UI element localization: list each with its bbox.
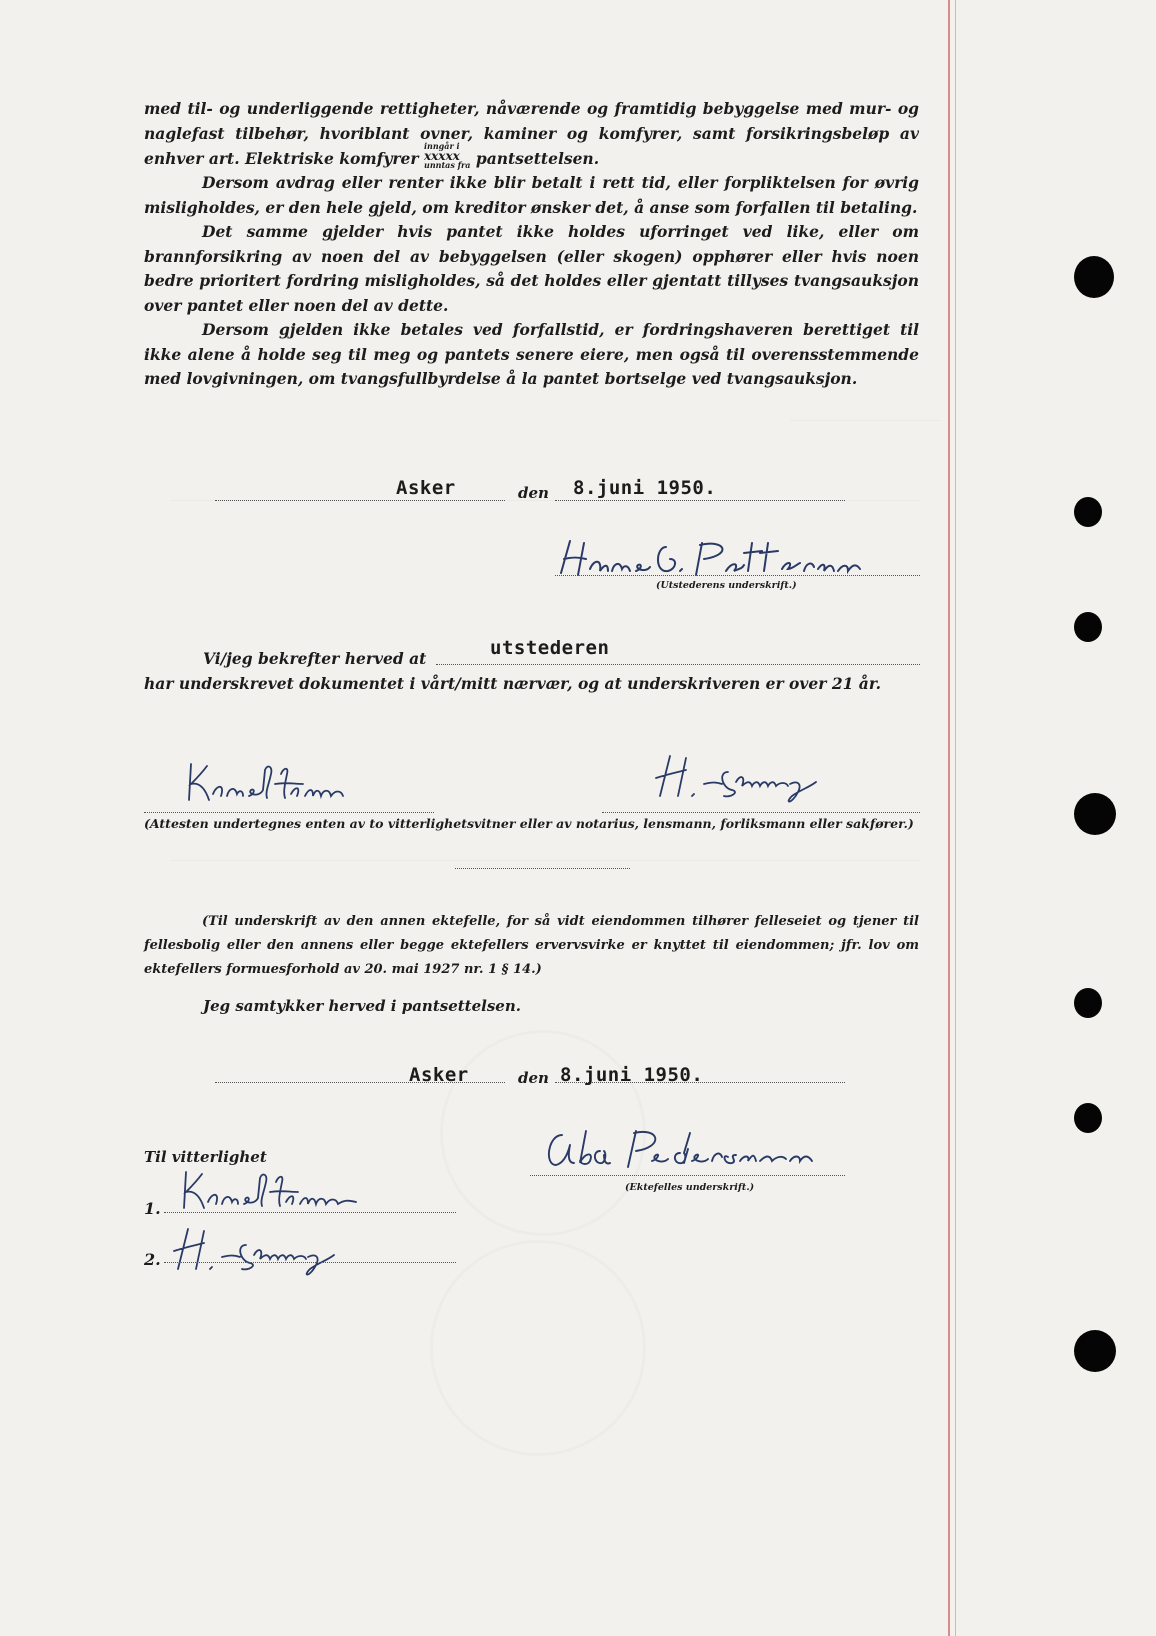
confirm-label: Vi/jeg bekrefter herved at bbox=[203, 649, 427, 668]
confirm-value: utstederen bbox=[490, 637, 610, 659]
witness-1-signature-upper bbox=[185, 760, 385, 805]
witness-number-1: 1. bbox=[144, 1199, 161, 1218]
paragraph-property-rights bbox=[144, 97, 919, 174]
witness-2-signature bbox=[170, 1225, 370, 1285]
paragraph-1-text: med til- og underliggende rettigheter, nåværende og framtidig bebyggelse med mur- og naglefast tilbehør, hvoriblant ovner, kaminer og komfyrer, samt forsikringsbeløp av enhver art. Elektriske komfyrer bbox=[144, 99, 919, 168]
issuer-place: Asker bbox=[396, 477, 456, 499]
place-line bbox=[215, 500, 505, 501]
witness-2-signature-upper bbox=[652, 752, 852, 812]
binder-hole-1 bbox=[1074, 256, 1114, 298]
paragraph-1-tail: pantsettelsen. bbox=[475, 149, 600, 168]
separator-line bbox=[455, 868, 630, 869]
issuer-date: 8.juni 1950. bbox=[573, 477, 717, 499]
binder-hole-2 bbox=[1074, 497, 1102, 527]
binder-hole-6 bbox=[1074, 1103, 1102, 1133]
spouse-consent: Jeg samtykker herved i pantsettelsen. bbox=[203, 997, 521, 1015]
fraction-strike: xxxxx bbox=[424, 149, 460, 163]
witnesses-title: Til vitterlighet bbox=[144, 1148, 267, 1166]
spouse-signature-caption: (Ektefelles underskrift.) bbox=[625, 1182, 755, 1193]
witness-number-2: 2. bbox=[144, 1250, 161, 1269]
spouse-den-label: den bbox=[518, 1069, 549, 1087]
issuer-den-label: den bbox=[518, 484, 549, 502]
fraction-top: inngår i bbox=[424, 141, 460, 151]
paragraph-3-text: Det samme gjelder hvis pantet ikke holdes uforringet ved like, eller om brannforsikring av noen del av bebyggelsen (eller skogen) opphører eller hvis noen bedre prioritert fordring misligholdes, så det holdes eller gjentatt tillyses tvangsauksjon over pantet eller noen del av dette. bbox=[144, 222, 919, 315]
binder-hole-3 bbox=[1074, 612, 1102, 642]
witness-1-signature bbox=[180, 1168, 380, 1213]
issuer-signature-line bbox=[555, 575, 920, 576]
confirm-line bbox=[436, 664, 920, 665]
paragraph-4-text: Dersom gjelden ikke betales ved forfallstid, er fordringshaveren berettiget til ikke alene å holde seg til meg og pantets senere eiere, men også til overensstemmende med lovgivningen, om tvangsfullbyrdelse å la pantet bortselge ved tvangsauksjon. bbox=[144, 320, 919, 388]
paragraph-enforcement bbox=[144, 318, 919, 392]
margin-rule-secondary bbox=[955, 0, 956, 1636]
spouse-signature bbox=[540, 1125, 860, 1175]
spouse-note-text: (Til underskrift av den annen ektefelle, for så vidt eiendommen tilhører felleseiet og tjener til fellesbolig eller den annens eller begge ektefellers ervervsvirke er knyttet til eiendommen; jfr. lov om ektefellers formuesforhold av 20. mai 1927 nr. 1 § 14.) bbox=[144, 914, 919, 977]
confirm-rest: har underskrevet dokumentet i vårt/mitt nærvær, og at underskriveren er over 21 år. bbox=[144, 674, 881, 693]
margin-rule bbox=[948, 0, 950, 1636]
paragraph-maintenance bbox=[144, 220, 919, 318]
issuer-signature-caption: (Utstederens underskrift.) bbox=[656, 580, 797, 591]
spouse-note bbox=[144, 910, 919, 982]
komfyrer-option-fraction bbox=[424, 142, 470, 170]
paragraph-default bbox=[144, 171, 919, 220]
spouse-place: Asker bbox=[409, 1064, 469, 1086]
binder-hole-5 bbox=[1074, 988, 1102, 1018]
fraction-bottom: unntas fra bbox=[424, 160, 471, 170]
witness-2-line bbox=[164, 1262, 456, 1263]
witness-1-line bbox=[164, 1212, 456, 1213]
binder-hole-7 bbox=[1074, 1330, 1116, 1372]
spouse-date: 8.juni 1950. bbox=[560, 1064, 704, 1086]
binder-hole-4 bbox=[1074, 793, 1116, 835]
attest-note: (Attesten undertegnes enten av to vitterlighetsvitner eller av notarius, lensmann, forliksmann eller sakfører.) bbox=[144, 816, 914, 831]
spouse-signature-line bbox=[530, 1175, 845, 1176]
date-line bbox=[555, 500, 845, 501]
paragraph-2-text: Dersom avdrag eller renter ikke blir betalt i rett tid, eller forpliktelsen for øvrig misligholdes, er den hele gjeld, om kreditor ønsker det, å anse som forfallen til betaling. bbox=[144, 173, 919, 217]
